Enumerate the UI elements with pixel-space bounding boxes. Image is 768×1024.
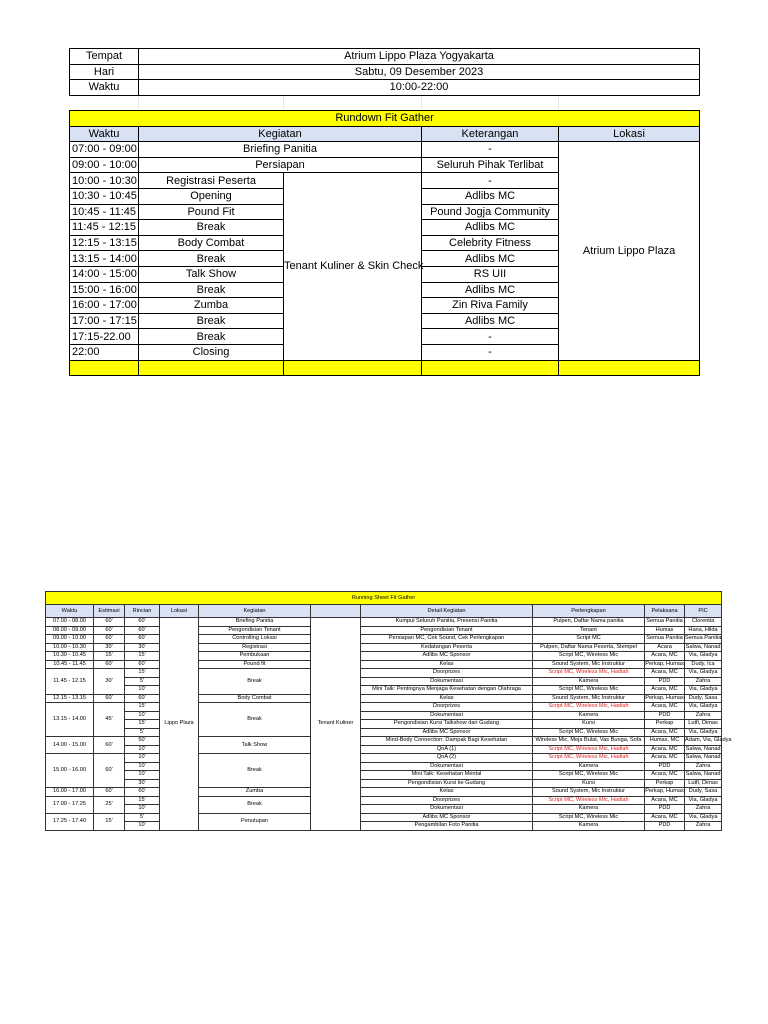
sheet-pelaksana: Perkap xyxy=(645,720,685,729)
sheet-header: Detail Kegiatan xyxy=(361,605,533,618)
sheet-kegiatan: Pengondisian Tenant xyxy=(199,626,311,635)
sheet-waktu: 12.15 - 13.15 xyxy=(46,694,94,703)
rundown-kegiatan: Break xyxy=(139,251,284,267)
running-sheet-table xyxy=(45,591,732,831)
sheet-pic: Zahra xyxy=(685,711,722,720)
sheet-perlengkapan: Sound System, Mic Instruktur xyxy=(533,694,645,703)
sheet-pelaksana: Humas xyxy=(645,626,685,635)
sheet-rincian: 15' xyxy=(125,703,160,712)
sheet-perlengkapan: Script MC, Wireless Mic, Hadiah xyxy=(533,796,645,805)
rundown-keterangan: - xyxy=(422,142,559,158)
sheet-perlengkapan: Script MC, Wireless Mic xyxy=(533,652,645,661)
sheet-pelaksana: Semua Panitia xyxy=(646,618,683,625)
sheet-waktu: 14.00 - 15.00 xyxy=(46,737,94,754)
sheet-pic: Via, Gladya xyxy=(685,686,722,695)
sheet-kegiatan: Pembukaan xyxy=(199,652,311,661)
sheet-waktu: 07.00 - 08.00 xyxy=(46,618,94,627)
table-gap-gridlines xyxy=(69,96,699,109)
event-info-table xyxy=(69,48,700,96)
sheet-rincian: 15' xyxy=(125,652,160,661)
sheet-row xyxy=(46,720,722,729)
sheet-pelaksana: Acara, MC xyxy=(645,652,685,661)
sheet-detail: QnA (1) xyxy=(361,745,533,754)
rundown-waktu: 07:00 - 09:00 xyxy=(70,142,139,158)
sheet-pic: Zahra xyxy=(685,677,722,686)
sheet-row xyxy=(46,643,722,652)
sheet-pelaksana: PDD xyxy=(645,677,685,686)
rundown-kegiatan: Body Combat xyxy=(139,235,284,251)
sheet-perlengkapan: Kamera xyxy=(533,822,645,831)
sheet-lokasi: Lippo Plaza xyxy=(160,618,199,831)
sheet-pelaksana: Acara, MC xyxy=(645,703,685,712)
sheet-header xyxy=(311,605,361,618)
sheet-row xyxy=(46,745,722,754)
sheet-pelaksana: Humas, MC xyxy=(645,737,685,746)
sheet-perlengkapan: Script MC, Wireless Mic xyxy=(533,771,645,780)
sheet-detail: Pengondisian Kursi ke Gudang xyxy=(361,779,533,788)
sheet-row xyxy=(46,796,722,805)
sheet-waktu: 11.45 - 12.15 xyxy=(46,669,94,695)
sheet-rincian: 5' xyxy=(125,728,160,737)
sheet-pelaksana: PDD xyxy=(645,822,685,831)
sheet-rincian: 10' xyxy=(125,686,160,695)
sheet-detail: Mini Talk: Kesehatan Mental xyxy=(361,771,533,780)
sheet-detail: Kelas xyxy=(361,660,533,669)
sheet-pic: Via, Gladya xyxy=(685,669,722,678)
sheet-perlengkapan: Sound System, Mic Instruktur xyxy=(533,788,645,797)
rundown-waktu: 17:15-22.00 xyxy=(70,329,139,345)
sheet-pelaksana: Acara, MC xyxy=(645,813,685,822)
rundown-waktu: 09:00 - 10:00 xyxy=(70,157,139,173)
sheet-detail: Kelas xyxy=(361,788,533,797)
sheet-row xyxy=(46,677,722,686)
sheet-estimasi: 60' xyxy=(94,660,125,669)
rundown-kegiatan: Opening xyxy=(139,188,284,204)
sheet-pic: Lutfi, Dimas xyxy=(685,720,722,729)
sheet-title: Running Sheet Fit Gather xyxy=(46,592,722,605)
sheet-header: Estimasi xyxy=(94,605,125,618)
sheet-detail: Dokumentasi xyxy=(361,805,533,814)
sheet-kegiatan: Break xyxy=(199,703,311,737)
info-label: Tempat xyxy=(70,49,139,65)
sheet-kegiatan: Penutupan xyxy=(199,813,311,830)
sheet-estimasi: 60' xyxy=(94,618,125,627)
sheet-pelaksana: Acara, MC xyxy=(645,771,685,780)
rundown-kegiatan: Closing xyxy=(139,344,284,360)
sheet-pelaksana: Acara, MC xyxy=(645,745,685,754)
sheet-kegiatan: Break xyxy=(199,669,311,695)
sheet-detail: QnA (2) xyxy=(361,754,533,763)
sheet-kegiatan: Pound fit xyxy=(199,660,311,669)
sheet-waktu: 13.15 - 14.00 xyxy=(46,703,94,737)
rundown-footer-row xyxy=(70,360,700,376)
sheet-tenant: Tenant Kuliner xyxy=(311,618,361,831)
sheet-perlengkapan: Pulpen, Daftar Nama Peserta, Stempel xyxy=(533,643,645,652)
rundown-kegiatan: Break xyxy=(139,220,284,236)
sheet-perlengkapan: Script MC, Wireless Mic xyxy=(533,728,645,737)
rundown-keterangan: Zin Riva Family xyxy=(422,298,559,314)
sheet-rincian: 50' xyxy=(125,737,160,746)
sheet-header: Rincian xyxy=(125,605,160,618)
sheet-pelaksana: Acara, MC xyxy=(645,728,685,737)
sheet-estimasi: 60' xyxy=(94,754,125,788)
sheet-detail: Persiapan MC, Cek Sound, Cek Perlengkapan xyxy=(361,635,533,644)
sheet-row xyxy=(46,762,722,771)
sheet-detail: Doorprizes xyxy=(361,796,533,805)
rundown-kegiatan: Briefing Panitia xyxy=(139,142,422,158)
sheet-estimasi: 15' xyxy=(94,813,125,830)
sheet-estimasi: 45' xyxy=(94,703,125,737)
sheet-perlengkapan: Tenant xyxy=(533,626,645,635)
sheet-estimasi: 60' xyxy=(94,788,125,797)
rundown-waktu: 10:00 - 10:30 xyxy=(70,173,139,189)
sheet-pic: Via, Gladya xyxy=(685,728,722,737)
sheet-row xyxy=(46,779,722,788)
info-label: Hari xyxy=(70,64,139,80)
rundown-tenant: Tenant Kuliner & Skin Check xyxy=(284,173,422,360)
sheet-rincian: 10' xyxy=(125,805,160,814)
rundown-waktu: 22:00 xyxy=(70,344,139,360)
sheet-perlengkapan: Kamera xyxy=(533,711,645,720)
sheet-rincian: 10' xyxy=(125,771,160,780)
sheet-perlengkapan: Script MC, Wireless Mic xyxy=(533,686,645,695)
sheet-estimasi: 60' xyxy=(94,737,125,754)
sheet-row xyxy=(46,771,722,780)
rundown-waktu: 11:45 - 12:15 xyxy=(70,220,139,236)
sheet-pic: Adam, Via, Gladya xyxy=(685,737,732,744)
rundown-row xyxy=(70,142,700,158)
sheet-rincian: 15' xyxy=(125,796,160,805)
rundown-waktu: 10:30 - 10:45 xyxy=(70,188,139,204)
sheet-header: PIC xyxy=(685,605,722,618)
rundown-title: Rundown Fit Gather xyxy=(70,111,700,127)
sheet-perlengkapan: Script MC, Wireless Mic, Hadiah xyxy=(533,703,645,712)
sheet-row xyxy=(46,669,722,678)
sheet-header: Kegiatan xyxy=(199,605,311,618)
sheet-row xyxy=(46,652,722,661)
sheet-pic: Salwa, Nanad xyxy=(685,745,721,752)
rundown-keterangan: Adlibs MC xyxy=(422,313,559,329)
sheet-perlengkapan: Script MC, Wireless Mic, Hadiah xyxy=(533,745,645,754)
sheet-pic: Via, Gladya xyxy=(685,703,722,712)
sheet-rincian: 60' xyxy=(125,694,160,703)
sheet-rincian: 10' xyxy=(125,711,160,720)
sheet-row xyxy=(46,822,722,831)
sheet-waktu: 09.00 - 10.00 xyxy=(46,635,94,644)
sheet-perlengkapan: Kamera xyxy=(533,762,645,771)
info-value: 10:00-22:00 xyxy=(139,80,700,96)
sheet-header: Lokasi xyxy=(160,605,199,618)
sheet-kegiatan: Talk Show xyxy=(199,737,311,754)
sheet-waktu: 17.25 - 17.40 xyxy=(46,813,94,830)
sheet-rincian: 60' xyxy=(125,618,160,627)
sheet-kegiatan: Break xyxy=(199,754,311,788)
sheet-perlengkapan: Kursi xyxy=(533,720,645,729)
sheet-perlengkapan: Sound System, Mic Instruktur xyxy=(533,660,645,669)
sheet-pelaksana: Acara, MC xyxy=(645,669,685,678)
sheet-pelaksana: Acara xyxy=(645,643,685,652)
sheet-row xyxy=(46,754,722,763)
sheet-pelaksana: PDD xyxy=(645,762,685,771)
rundown-keterangan: Adlibs MC xyxy=(422,188,559,204)
sheet-row xyxy=(46,813,722,822)
sheet-rincian: 10' xyxy=(125,754,160,763)
sheet-detail: Doorprizes xyxy=(361,703,533,712)
info-label: Waktu xyxy=(70,80,139,96)
sheet-row xyxy=(46,686,722,695)
sheet-detail: Pengondisian Kursi Talkshow dari Gudang xyxy=(361,720,533,729)
sheet-row xyxy=(46,626,722,635)
sheet-pic: Lutfi, Dimas xyxy=(685,779,722,788)
sheet-perlengkapan: Kamera xyxy=(533,805,645,814)
sheet-perlengkapan: Script MC, Wireless Mic, Hadiah xyxy=(533,669,645,678)
sheet-rincian: 10' xyxy=(125,762,160,771)
sheet-kegiatan: Body Combat xyxy=(199,694,311,703)
sheet-pelaksana: PDD xyxy=(645,711,685,720)
rundown-waktu: 14:00 - 15:00 xyxy=(70,266,139,282)
info-row xyxy=(70,49,700,65)
sheet-header: Pelaksana xyxy=(645,605,685,618)
sheet-detail: Mini Talk: Pentingnya Menjaga Kesehatan dengan Olahraga xyxy=(361,686,533,695)
sheet-rincian: 5' xyxy=(125,677,160,686)
sheet-detail: Adlibs MC Sponsor xyxy=(361,728,533,737)
sheet-header: Perlengkapan xyxy=(533,605,645,618)
rundown-keterangan: - xyxy=(422,329,559,345)
sheet-pic: Salwa, Nanad xyxy=(685,771,721,778)
sheet-perlengkapan: Pulpen, Daftar Nama panitia xyxy=(533,618,645,627)
sheet-detail: Adlibs MC Sponsor xyxy=(361,813,533,822)
sheet-estimasi: 60' xyxy=(94,694,125,703)
sheet-pic: Zahra xyxy=(685,822,722,831)
sheet-detail: Adlibs MC Sponsor xyxy=(361,652,533,661)
sheet-pelaksana: Acara, MC xyxy=(645,686,685,695)
sheet-rincian: 30' xyxy=(125,643,160,652)
rundown-waktu: 17:00 - 17:15 xyxy=(70,313,139,329)
sheet-waktu: 10.00 - 10.30 xyxy=(46,643,94,652)
sheet-pelaksana: Acara, MC xyxy=(645,754,685,763)
sheet-perlengkapan: Wireless Mic, Meja Bulat, Vas Bunga, Sofa xyxy=(533,737,645,746)
sheet-rincian: 60' xyxy=(125,626,160,635)
sheet-pic: Clorentia xyxy=(685,618,722,627)
sheet-waktu: 08.00 - 09.00 xyxy=(46,626,94,635)
sheet-detail: Pengondisian Tenant xyxy=(361,626,533,635)
sheet-rincian: 60' xyxy=(125,660,160,669)
sheet-rincian: 30' xyxy=(125,779,160,788)
sheet-perlengkapan: Kursi xyxy=(533,779,645,788)
rundown-kegiatan: Pound Fit xyxy=(139,204,284,220)
sheet-pelaksana: Perkap, Humas xyxy=(645,788,684,795)
sheet-detail: Dokumentasi xyxy=(361,762,533,771)
sheet-kegiatan: Briefing Panitia xyxy=(199,618,311,627)
sheet-pic: Dudy, Sasa xyxy=(685,788,722,797)
rundown-keterangan: - xyxy=(422,173,559,189)
sheet-perlengkapan: Script MC, Wireless Mic, Hadiah xyxy=(533,754,645,763)
sheet-waktu: 17.00 - 17.25 xyxy=(46,796,94,813)
info-row xyxy=(70,80,700,96)
sheet-pic: Dudy, Ica xyxy=(685,660,722,669)
sheet-row xyxy=(46,635,722,644)
sheet-row xyxy=(46,660,722,669)
sheet-pic: Salwa, Nanad xyxy=(685,643,721,650)
header-lokasi: Lokasi xyxy=(559,126,700,142)
sheet-detail: Doorprizes xyxy=(361,669,533,678)
rundown-waktu: 10:45 - 11:45 xyxy=(70,204,139,220)
sheet-pic: Salwa, Nanad xyxy=(685,754,721,761)
sheet-detail: Dokumentasi xyxy=(361,677,533,686)
sheet-pelaksana: Perkap, Humas xyxy=(645,694,684,701)
rundown-kegiatan: Talk Show xyxy=(139,266,284,282)
rundown-keterangan: Adlibs MC xyxy=(422,220,559,236)
sheet-detail: Pengambilan Foto Panitia xyxy=(361,822,533,831)
rundown-keterangan: Adlibs MC xyxy=(422,251,559,267)
sheet-rincian: 15' xyxy=(125,720,160,729)
rundown-kegiatan: Break xyxy=(139,313,284,329)
rundown-keterangan: Adlibs MC xyxy=(422,282,559,298)
rundown-keterangan: Pound Jogja Community xyxy=(422,204,559,220)
sheet-estimasi: 30' xyxy=(94,643,125,652)
sheet-rincian: 60' xyxy=(125,788,160,797)
sheet-header: Waktu xyxy=(46,605,94,618)
sheet-pelaksana: Acara, MC xyxy=(645,796,685,805)
rundown-waktu: 15:00 - 16:00 xyxy=(70,282,139,298)
sheet-pelaksana: Perkap, Humas xyxy=(645,660,684,667)
rundown-kegiatan: Persiapan xyxy=(139,157,422,173)
rundown-waktu: 12:15 - 13:15 xyxy=(70,235,139,251)
sheet-row xyxy=(46,737,722,746)
sheet-row xyxy=(46,711,722,720)
sheet-row xyxy=(46,805,722,814)
sheet-pic: Dudy, Sasa xyxy=(685,694,722,703)
sheet-pic: Zahra xyxy=(685,762,722,771)
sheet-row xyxy=(46,728,722,737)
info-value: Sabtu, 09 Desember 2023 xyxy=(139,64,700,80)
header-keterangan: Keterangan xyxy=(422,126,559,142)
sheet-pic: Via, Gladya xyxy=(685,813,722,822)
sheet-estimasi: 60' xyxy=(94,626,125,635)
sheet-pic: Zahra xyxy=(685,805,722,814)
rundown-waktu: 13:15 - 14:00 xyxy=(70,251,139,267)
info-value: Atrium Lippo Plaza Yogyakarta xyxy=(139,49,700,65)
sheet-row xyxy=(46,694,722,703)
sheet-row xyxy=(46,703,722,712)
sheet-pelaksana: PDD xyxy=(645,805,685,814)
sheet-kegiatan: Break xyxy=(199,796,311,813)
header-waktu: Waktu xyxy=(70,126,139,142)
sheet-pic: Via, Gladya xyxy=(685,652,722,661)
sheet-estimasi: 15' xyxy=(94,652,125,661)
sheet-pelaksana: Semua Panitia xyxy=(646,635,683,642)
sheet-rincian: 10' xyxy=(125,822,160,831)
rundown-lokasi: Atrium Lippo Plaza xyxy=(559,142,700,360)
sheet-detail: Kedatangan Peserta xyxy=(361,643,533,652)
sheet-waktu: 16.00 - 17.00 xyxy=(46,788,94,797)
sheet-waktu: 10.30 - 10.45 xyxy=(46,652,94,661)
rundown-keterangan: - xyxy=(422,344,559,360)
rundown-kegiatan: Registrasi Peserta xyxy=(139,173,284,189)
rundown-kegiatan: Zumba xyxy=(139,298,284,314)
rundown-keterangan: Seluruh Pihak Terlibat xyxy=(422,157,559,173)
sheet-rincian: 5' xyxy=(125,813,160,822)
sheet-kegiatan: Registrasi xyxy=(199,643,311,652)
sheet-rincian: 60' xyxy=(125,635,160,644)
sheet-detail: Mind-Body Connection: Dampak Bagi Kesehatan xyxy=(361,737,533,746)
sheet-perlengkapan: Script MC xyxy=(533,635,645,644)
rundown-kegiatan: Break xyxy=(139,329,284,345)
sheet-perlengkapan: Kamera xyxy=(533,677,645,686)
sheet-waktu: 10.45 - 11.45 xyxy=(46,660,94,669)
sheet-pic: Hana, Hilda xyxy=(685,626,722,635)
info-row xyxy=(70,64,700,80)
rundown-kegiatan: Break xyxy=(139,282,284,298)
sheet-estimasi: 60' xyxy=(94,635,125,644)
sheet-estimasi: 25' xyxy=(94,796,125,813)
sheet-kegiatan: Controlling Lokasi xyxy=(199,635,311,644)
sheet-pelaksana: Perkap xyxy=(645,779,685,788)
sheet-waktu: 15.00 - 16.00 xyxy=(46,754,94,788)
header-kegiatan: Kegiatan xyxy=(139,126,422,142)
sheet-estimasi: 30' xyxy=(94,669,125,695)
sheet-detail: Dokumentasi xyxy=(361,711,533,720)
sheet-row xyxy=(46,788,722,797)
sheet-detail: Kumpul Seluruh Panitia, Presensi Panitia xyxy=(361,618,533,627)
sheet-rincian: 15' xyxy=(125,669,160,678)
sheet-perlengkapan: Script MC, Wireless Mic xyxy=(533,813,645,822)
rundown-keterangan: Celebrity Fitness xyxy=(422,235,559,251)
sheet-rincian: 10' xyxy=(125,745,160,754)
sheet-row xyxy=(46,618,722,627)
rundown-keterangan: RS UII xyxy=(422,266,559,282)
sheet-kegiatan: Zumba xyxy=(199,788,311,797)
sheet-detail: Kelas xyxy=(361,694,533,703)
sheet-pic: Semua Panitia xyxy=(685,635,722,642)
rundown-table xyxy=(69,110,700,376)
sheet-pic: Via, Gladya xyxy=(685,796,722,805)
rundown-waktu: 16:00 - 17:00 xyxy=(70,298,139,314)
